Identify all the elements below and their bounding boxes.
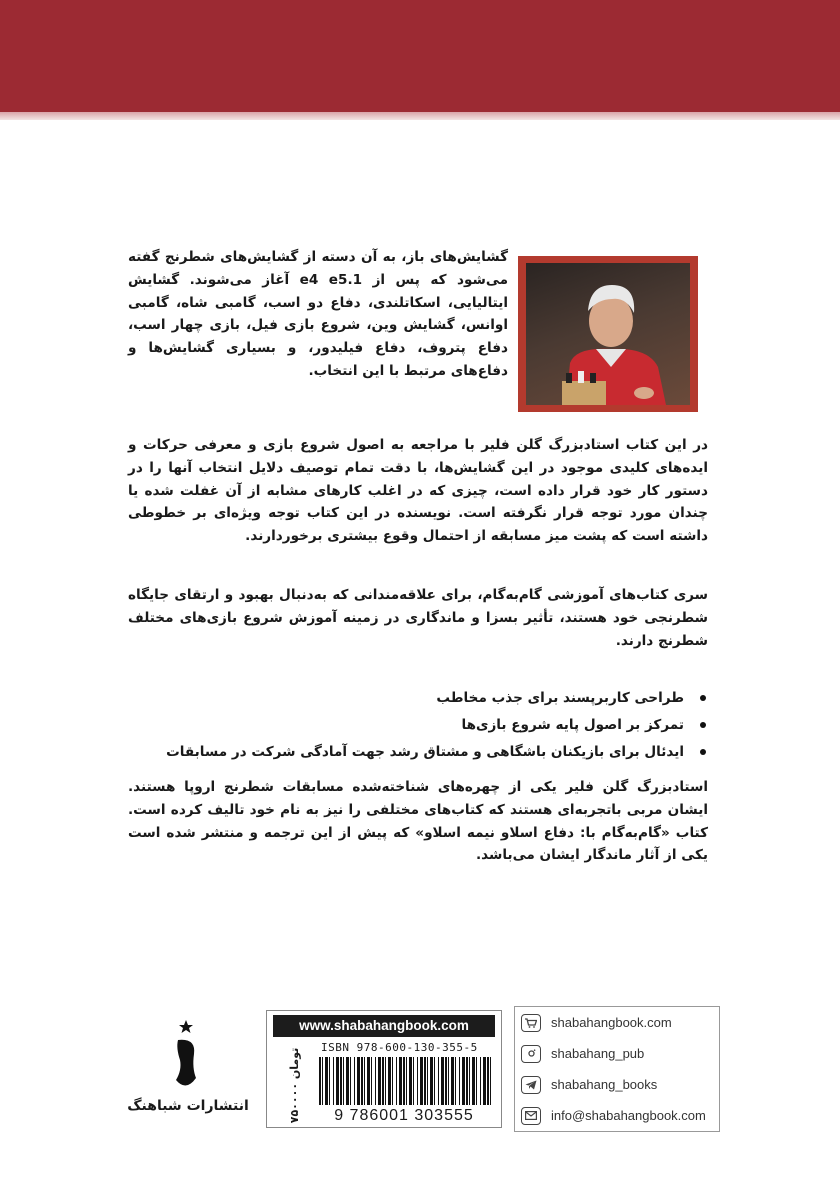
website-url[interactable]: www.shabahangbook.com <box>273 1015 495 1037</box>
feature-text: طراحی کاربرپسند برای جذب مخاطب <box>436 689 684 706</box>
top-color-band <box>0 0 840 112</box>
bullet-icon <box>700 695 706 701</box>
barcode-bars <box>319 1057 493 1105</box>
contact-text: shabahangbook.com <box>551 1015 672 1030</box>
paragraph-book-summary: در این کتاب استادبزرگ گلن فلیر با مراجعه به اصول شروع بازی و معرفی حرکات و ایده‌های کلیدی موجود در این گشایش‌ها، با دقت تمام توصیف دلایل انتخاب آنها را در دستور کار خود قرار داده است، چیزی که در اغلب کارهای مشابه از آن غفلت شده یا چندان مورد توجه قرار نگرفته است. نویسنده در این کتاب توجه ویژه‌ای بر خطوطی داشته است که پشت میز مسابقه از احتمال وقوع بیشتری برخوردارند. <box>128 437 708 545</box>
contact-instagram[interactable] <box>515 1038 719 1069</box>
list-item <box>146 738 706 765</box>
feature-text: ایدئال برای بازیکنان باشگاهی و مشتاق رشد جهت آمادگی شرکت در مسابقات <box>166 743 684 760</box>
bullet-icon <box>700 722 706 728</box>
feature-list <box>146 684 706 765</box>
isbn-label: ISBN 978-600-130-355-5 <box>321 1041 478 1054</box>
publisher-logo-icon <box>166 1016 206 1096</box>
contact-text: shabahang_pub <box>551 1046 645 1061</box>
telegram-icon <box>521 1076 541 1094</box>
contact-telegram[interactable] <box>515 1069 719 1100</box>
author-photo <box>518 256 698 412</box>
feature-text: تمرکز بر اصول پایه شروع بازی‌ها <box>461 716 684 733</box>
paragraph-intro: گشایش‌های باز، به آن دسته از گشایش‌های شطرنج گفته می‌شود که پس از 1.e4 e5 آغاز می‌شوند. گشایش ایتالیایی، اسکاتلندی، دفاع دو اسب، گامبی شاه، گامبی اوانس، گشایش وین، شروع بازی فیل، بازی چهار اسب، دفاع پتروف، دفاع فیلیدور، و بسیاری گشایش‌ها و دفاع‌های مرتبط با این انتخاب. <box>128 249 509 379</box>
price-text: ۷۵۰۰۰۰ تومان <box>288 1047 302 1123</box>
contact-box <box>514 1006 720 1132</box>
list-item <box>146 684 706 711</box>
paragraph-author-bio: استادبزرگ گلن فلیر یکی از چهره‌های شناخته‌شده مسابقات شطرنج اروپا هستند. ایشان مربی باتجربه‌ای هستند که کتاب‌های مختلفی را نیز به نام خود تالیف کرده است. کتاب «گام‌به‌گام با: دفاع اسلاو نیمه اسلاو» که پیش از این ترجمه و منتشر شده است یکی از آثار ماندگار ایشان می‌باشد. <box>128 779 708 864</box>
instagram-icon <box>521 1045 541 1063</box>
list-item <box>146 711 706 738</box>
barcode-number: 9 786001 303555 <box>334 1107 474 1124</box>
price-label <box>275 1045 315 1125</box>
cart-icon <box>521 1014 541 1032</box>
mail-icon <box>521 1107 541 1125</box>
contact-text: info@shabahangbook.com <box>551 1108 706 1123</box>
paragraph-series: سری کتاب‌های آموزشی گام‌به‌گام، برای علاقه‌مندانی که به‌دنبال بهبود و ارتقای جایگاه شطرنجی خود هستند، تأثیر بسزا و ماندگاری در زمینه آموزش شروع بازی‌های مختلف شطرنج دارند. <box>128 587 708 649</box>
publisher-name: انتشارات شباهنگ <box>127 1098 249 1114</box>
contact-text: shabahang_books <box>551 1077 658 1092</box>
contact-website[interactable] <box>515 1007 719 1038</box>
barcode-panel <box>266 1010 502 1128</box>
author-portrait-icon <box>526 263 690 405</box>
bullet-icon <box>700 749 706 755</box>
top-accent-stripe <box>0 112 840 120</box>
contact-email[interactable] <box>515 1100 719 1131</box>
